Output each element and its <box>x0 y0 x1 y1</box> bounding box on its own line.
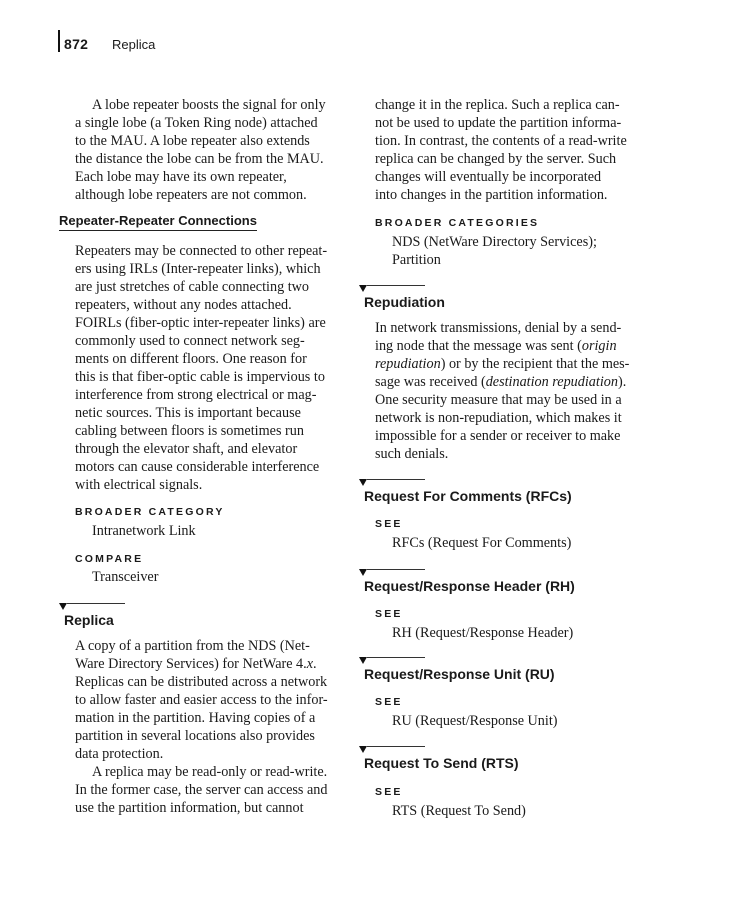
compare-label: COMPARE <box>75 553 144 565</box>
replica-paragraph-2: A replica may be read-only or read-write. In the former case, the server can access and use the partition information, but cannot <box>75 764 328 816</box>
subheading-repeater-connections: Repeater-Repeater Connections <box>59 213 257 231</box>
see-label: SEE <box>375 608 403 620</box>
see-value-rts: RTS (Request To Send) <box>392 803 526 819</box>
entry-title-ru: Request/Response Unit (RU) <box>364 666 555 682</box>
broader-category-label: BROADER CATEGORY <box>75 506 225 518</box>
see-value-ru: RU (Request/Response Unit) <box>392 713 558 729</box>
replica-continuation: change it in the replica. Such a replica can- not be used to update the partition informa- tion. In contrast, the contents of a read-write replica can be changed by the server. Such changes will eventually be incorporated into changes in the partition information. <box>375 97 627 203</box>
intro-paragraph: A lobe repeater boosts the signal for only a single lobe (a Token Ring node) attached to the MAU. A lobe repeater also extends the distance the lobe can be from the MAU. Each lobe may have its own repeater, although lobe repeaters are not common. <box>75 97 326 203</box>
compare-value: Transceiver <box>92 569 159 585</box>
entry-title-repudiation: Repudiation <box>364 294 445 310</box>
page-number: 872 <box>64 36 89 52</box>
entry-title-replica: Replica <box>64 612 114 628</box>
see-label: SEE <box>375 518 403 530</box>
running-title: Replica <box>112 37 156 52</box>
see-label: SEE <box>375 786 403 798</box>
entry-title-rts: Request To Send (RTS) <box>364 755 519 771</box>
see-value-rh: RH (Request/Response Header) <box>392 625 574 641</box>
header-rule <box>58 30 60 52</box>
broader-categories-value: NDS (NetWare Directory Services); Partition <box>392 234 597 268</box>
broader-categories-label: BROADER CATEGORIES <box>375 217 540 229</box>
replica-paragraph-1: A copy of a partition from the NDS (Net- Ware Directory Services) for NetWare 4.x. Replicas can be distributed across a network to allow faster and easier access to the infor- mation in the partition. Having copies of a partition in several locations also provides data protection. <box>75 638 328 762</box>
see-label: SEE <box>375 696 403 708</box>
entry-title-rh: Request/Response Header (RH) <box>364 578 575 594</box>
entry-title-rfcs: Request For Comments (RFCs) <box>364 488 572 504</box>
see-value-rfcs: RFCs (Request For Comments) <box>392 535 572 551</box>
repudiation-paragraph: In network transmissions, denial by a send- ing node that the message was sent (origin repudiation) or by the recipient that the mes- sage was received (destination repudiation). One security measure that may be used in a network is non-repudiation, which makes it impossible for a sender or receiver to make such denials. <box>375 320 630 462</box>
repeater-connections-paragraph: Repeaters may be connected to other repeat- ers using IRLs (Inter-repeater links), which are just stretches of cable connecting two repeaters, without any nodes attached. FOIRLs (fiber-optic inter-repeater links) are commonly used to connect network seg- ments on different floors. One reason for this is that fiber-optic cable is impervious to interference from strong electrical or mag- netic sources. This is important because cabling between floors is sometimes run through the elevator shaft, and elevator motors can cause considerable interference with electrical signals. <box>75 243 328 493</box>
broader-category-value: Intranetwork Link <box>92 523 196 539</box>
